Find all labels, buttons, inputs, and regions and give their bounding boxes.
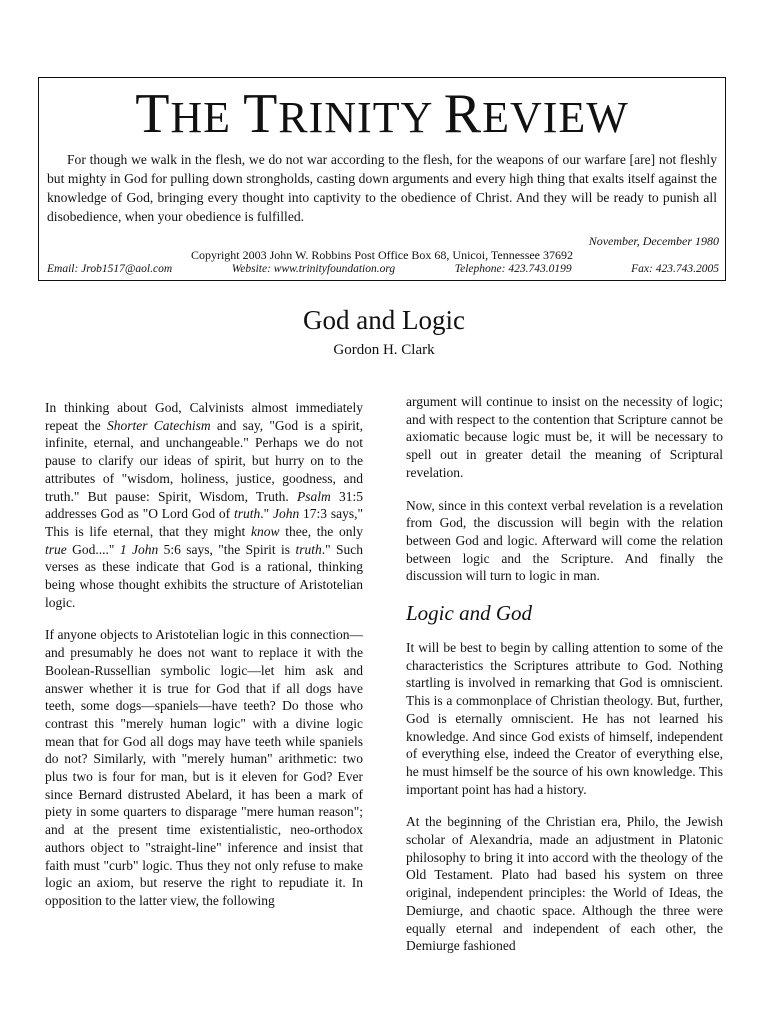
title-letter: T	[243, 83, 279, 145]
copyright-line: Copyright 2003 John W. Robbins Post Office Box 68, Unicoi, Tennessee 37692	[190, 248, 574, 262]
paragraph: argument will continue to insist on the necessity of logic; and with respect to the contention that Scripture cannot be axiomatic because logic must be, it will be necessary to spell out in greater detail the meaning of Scriptural revelation.	[406, 394, 723, 480]
title-letter: T	[135, 83, 171, 145]
title-part: EVIEW	[482, 93, 629, 142]
newsletter-title	[39, 83, 725, 146]
paragraph: At the beginning of the Christian era, Philo, the Jewish scholar of Alexandria, made an adjustment in Platonic philosophy to bring it into accord with the theology of the Old Testament. Plato had based his system on three original, independent principles: the World of Ideas, the Demiurge, and chaotic space. Although the three were equally eternal and independent of each other, the Demiurge fashioned	[406, 814, 723, 954]
email-text: Email: Jrob1517@aol.com	[47, 263, 173, 275]
telephone-text: Telephone: 423.743.0199	[454, 263, 572, 275]
fax-text: Fax: 423.743.2005	[631, 263, 719, 275]
section-heading: Logic and God	[406, 601, 532, 626]
website-text: Website: www.trinityfoundation.org	[231, 263, 396, 275]
epigraph-verse: For though we walk in the flesh, we do not war according to the flesh, for the weapons of our warfare [are] not fleshly but mighty in God for pulling down strongholds, casting down arguments and every high thing that exalts itself against the knowledge of God, bringing every thought into captivity to the obedience of Christ. And they will be ready to punish all disobedience, when your obedience is fulfilled.	[47, 152, 717, 224]
paragraph: Now, since in this context verbal revelation is a revelation from God, the discussion will begin with the relation between God and logic. Afterward will come the relation between logic and the Scripture. And finally the discussion will turn to logic in man.	[406, 497, 723, 584]
issue-date: November, December 1980	[588, 234, 719, 248]
masthead	[38, 77, 726, 281]
right-column	[406, 393, 723, 970]
article-title: God and Logic	[303, 305, 465, 335]
paragraph: If anyone objects to Aristotelian logic in this connection—and presumably he does not want to replace it with the Boolean-Russellian symbolic logic—let him ask and answer whether it is true for God that if all dogs have teeth, some dogs—spaniels—have teeth? Do those who contrast this "merely human logic" with a divine logic mean that for God all dogs may have teeth while spaniels do not? Similarly, with "merely human" arithmetic: two plus two is four for man, but is it eleven for God? Ever since Bernard distrusted Abelard, it has been a mark of piety in some quarters to disparage "mere human reason"; and at the present time existentialistic, neo-orthodox authors object to "straight-line" inference and insist that faith must "curb" logic. Thus they not only refuse to make logic an axiom, but reserve the right to repudiate it. In opposition to the latter view, the following	[45, 627, 363, 908]
paragraph: In thinking about God, Calvinists almost immediately repeat the Shorter Catechism and say, "God is a spirit, infinite, eternal, and unchangeable." Perhaps we do not pause to clarify our ideas of spirit, but hurry on to the attributes of "wisdom, holiness, justice, goodness, and truth." But pause: Spirit, Wisdom, Truth. Psalm 31:5 addresses God as "O Lord God of truth." John 17:3 says," This is life eternal, that they might know thee, the only true God...." 1 John 5:6 says, "the Spirit is truth." Such verses as these indicate that God is a rational, thinking being whose thought exhibits the structure of Aristotelian logic.	[45, 400, 364, 610]
left-column	[45, 399, 363, 925]
article-author: Gordon H. Clark	[333, 342, 435, 358]
title-part: HE	[170, 93, 244, 142]
contact-line	[47, 263, 719, 275]
title-letter: R	[443, 83, 483, 145]
paragraph: It will be best to begin by calling attention to some of the characteristics the Scriptures attribute to God. Nothing startling is involved in remarking that God is omniscient. This is a commonplace of Christian theology. But, further, God is eternally omniscient. He has not learned his knowledge. And since God exists of himself, independent of everything else, indeed the Creator of everything else, he must himself be the source of his own knowledge. This important point has had a history.	[406, 640, 723, 797]
title-part: RINITY	[278, 93, 444, 142]
